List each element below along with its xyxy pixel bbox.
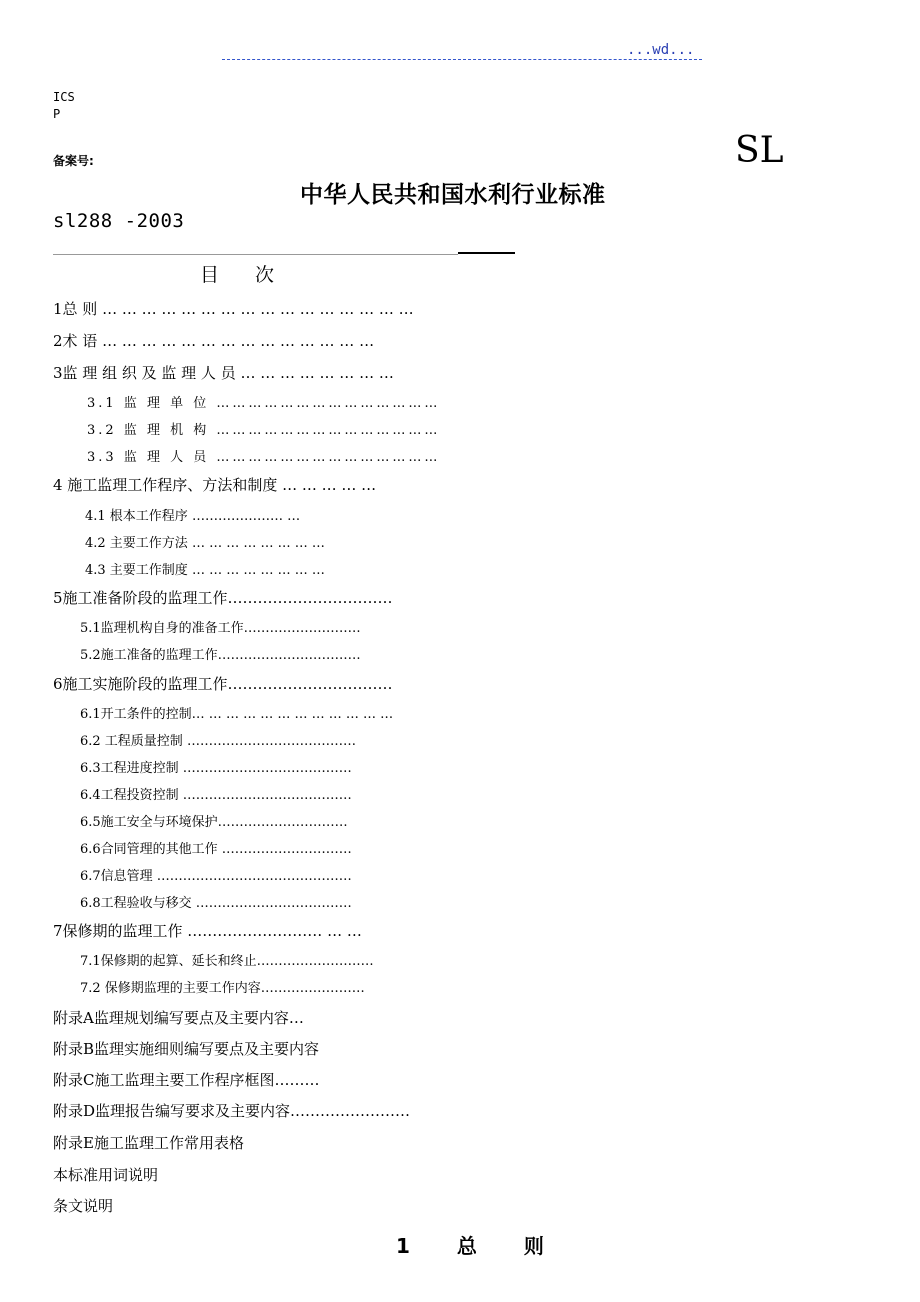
toc-entry[interactable]: 3监 理 组 织 及 监 理 人 员 … … … … … … … …: [53, 364, 394, 382]
toc-heading: 目 次: [200, 264, 275, 286]
toc-entry[interactable]: 6.1开工条件的控制… … … … … … … … … … … …: [80, 707, 394, 722]
p-code: P: [53, 107, 61, 121]
toc-entry[interactable]: 5施工准备阶段的监理工作……………………………: [53, 589, 393, 607]
toc-entry[interactable]: 7.2 保修期监理的主要工作内容……………………: [80, 981, 365, 996]
toc-entry[interactable]: 4.1 根本工作程序 ………………… …: [85, 509, 301, 524]
toc-entry[interactable]: 4.2 主要工作方法 … … … … … … … …: [85, 536, 325, 551]
toc-entry[interactable]: 附录C施工监理主要工作程序框图………: [53, 1071, 320, 1089]
toc-entry[interactable]: 2术 语 … … … … … … … … … … … … … …: [53, 332, 375, 350]
toc-entry[interactable]: 5.1监理机构自身的准备工作………………………: [80, 621, 361, 636]
standard-code: sl288 -2003: [53, 210, 185, 232]
record-number-label: 备案号:: [53, 154, 94, 168]
header-dashed-rule: [222, 59, 702, 60]
toc-entry[interactable]: 附录B监理实施细则编写要点及主要内容: [53, 1040, 320, 1058]
toc-entry[interactable]: 1总 则 … … … … … … … … … … … … … … … …: [53, 300, 414, 318]
toc-entry[interactable]: 6.4工程投资控制 …………………………………: [80, 788, 352, 803]
toc-entry[interactable]: 附录A监理规划编写要点及主要内容…: [53, 1009, 304, 1027]
toc-entry[interactable]: 4 施工监理工作程序、方法和制度 … … … … …: [53, 476, 377, 494]
toc-entry[interactable]: 6.2 工程质量控制 …………………………………: [80, 734, 356, 749]
toc-entry[interactable]: 5.2施工准备的监理工作……………………………: [80, 648, 361, 663]
toc-entry[interactable]: 3.1 监 理 单 位 ……………………………………: [87, 396, 441, 411]
toc-entry[interactable]: 4.3 主要工作制度 … … … … … … … …: [85, 563, 325, 578]
toc-entry[interactable]: 6.7信息管理 ………………………………………: [80, 869, 352, 884]
toc-entry[interactable]: 7保修期的监理工作 ……………………… … …: [53, 922, 362, 940]
toc-entry[interactable]: 7.1保修期的起算、延长和终止………………………: [80, 954, 374, 969]
divider-thick: [458, 252, 515, 254]
toc-entry[interactable]: 本标准用词说明: [53, 1166, 159, 1184]
toc-entry[interactable]: 3.3 监 理 人 员 ……………………………………: [87, 450, 441, 465]
toc-entry[interactable]: 3.2 监 理 机 构 ……………………………………: [87, 423, 441, 438]
toc-entry[interactable]: 6.3工程进度控制 …………………………………: [80, 761, 352, 776]
page-title: 中华人民共和国水利行业标准: [300, 182, 606, 208]
toc-entry[interactable]: 6.6合同管理的其他工作 …………………………: [80, 842, 352, 857]
toc-entry[interactable]: 附录E施工监理工作常用表格: [53, 1134, 244, 1152]
divider-thin: [53, 254, 458, 255]
toc-entry[interactable]: 6.5施工安全与环境保护…………………………: [80, 815, 348, 830]
sl-mark: SL: [735, 130, 784, 171]
header-mark: ...wd...: [627, 42, 695, 58]
ics-code: ICS: [53, 90, 75, 104]
section-heading: 1 总 则: [396, 1234, 544, 1258]
toc-entry[interactable]: 6.8工程验收与移交 ………………………………: [80, 896, 352, 911]
toc-entry[interactable]: 6施工实施阶段的监理工作……………………………: [53, 675, 393, 693]
toc-entry[interactable]: 附录D监理报告编写要求及主要内容……………………: [53, 1102, 411, 1120]
toc-entry[interactable]: 条文说明: [53, 1197, 114, 1215]
